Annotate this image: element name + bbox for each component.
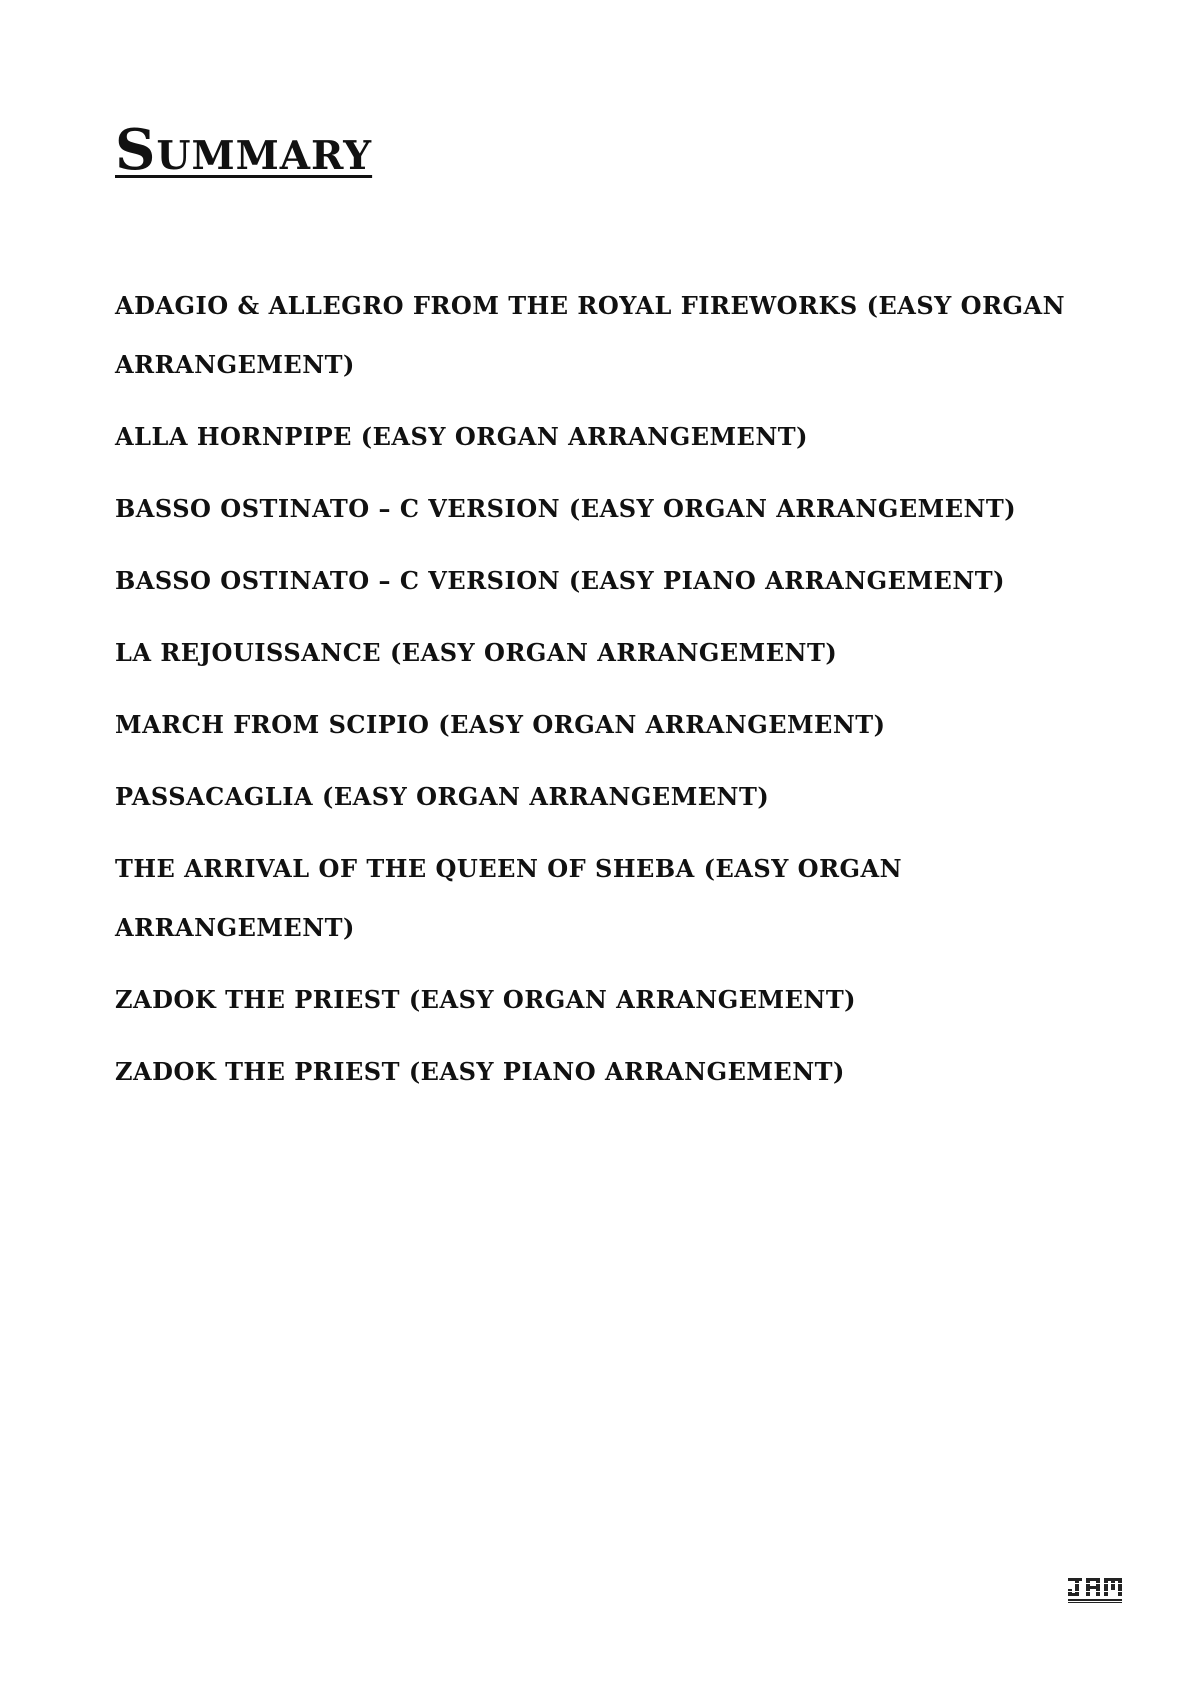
list-item[interactable]: ZADOK THE PRIEST (EASY ORGAN ARRANGEMENT) (115, 985, 857, 1014)
list-item[interactable]: BASSO OSTINATO – C VERSION (EASY ORGAN ARRANGEMENT) (115, 494, 1017, 523)
jam-logo-icon (1066, 1576, 1124, 1606)
list-item[interactable]: MARCH FROM SCIPIO (EASY ORGAN ARRANGEMENT) (115, 710, 886, 739)
list-item[interactable]: ALLA HORNPIPE (EASY ORGAN ARRANGEMENT) (115, 422, 809, 451)
list-item[interactable]: LA REJOUISSANCE (EASY ORGAN ARRANGEMENT) (115, 638, 838, 667)
jam-logo-graphic (1066, 1576, 1124, 1606)
list-item[interactable]: ZADOK THE PRIEST (EASY PIANO ARRANGEMENT) (115, 1057, 845, 1086)
page-title: Summary (115, 117, 373, 183)
list-item[interactable]: THE ARRIVAL OF THE QUEEN OF SHEBA (EASY ORGAN ARRANGEMENT) (115, 854, 903, 942)
list-item[interactable]: PASSACAGLIA (EASY ORGAN ARRANGEMENT) (115, 782, 770, 811)
list-item[interactable]: ADAGIO & ALLEGRO FROM THE ROYAL FIREWORKS (EASY ORGAN ARRANGEMENT) (115, 291, 1066, 379)
summary-list (115, 290, 1075, 1114)
list-item[interactable]: BASSO OSTINATO – C VERSION (EASY PIANO ARRANGEMENT) (115, 566, 1005, 595)
